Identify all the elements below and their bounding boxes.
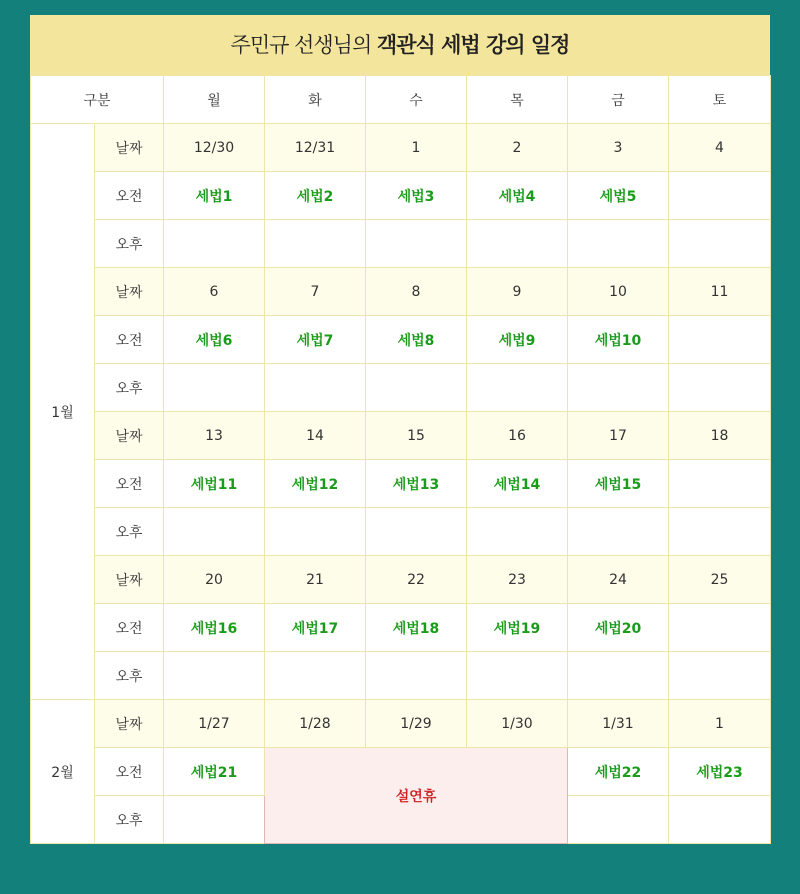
lecture-cell: 세법8 — [366, 316, 467, 364]
schedule-card — [30, 15, 770, 844]
date-cell: 1/27 — [164, 700, 265, 748]
lecture-cell — [669, 220, 771, 268]
date-cell: 25 — [669, 556, 771, 604]
row-label-pm: 오후 — [95, 796, 164, 844]
lecture-cell: 세법5 — [568, 172, 669, 220]
lecture-cell — [669, 460, 771, 508]
row-label-am: 오전 — [95, 604, 164, 652]
date-cell: 2 — [467, 124, 568, 172]
month-label: 1월 — [31, 124, 95, 700]
lecture-cell — [164, 796, 265, 844]
date-cell: 13 — [164, 412, 265, 460]
lecture-cell — [366, 220, 467, 268]
lecture-cell: 세법2 — [265, 172, 366, 220]
pm-row — [31, 364, 771, 412]
lecture-cell: 세법13 — [366, 460, 467, 508]
row-label-pm: 오후 — [95, 220, 164, 268]
date-cell: 18 — [669, 412, 771, 460]
lecture-cell: 세법23 — [669, 748, 771, 796]
date-row — [31, 124, 771, 172]
date-cell: 16 — [467, 412, 568, 460]
lecture-cell — [164, 652, 265, 700]
row-label-date: 날짜 — [95, 124, 164, 172]
header-row — [31, 76, 771, 124]
lecture-cell — [669, 364, 771, 412]
lecture-cell: 세법11 — [164, 460, 265, 508]
lecture-cell: 세법19 — [467, 604, 568, 652]
date-cell: 3 — [568, 124, 669, 172]
am-row — [31, 460, 771, 508]
date-row — [31, 700, 771, 748]
lecture-cell: 세법1 — [164, 172, 265, 220]
date-cell: 17 — [568, 412, 669, 460]
row-label-date: 날짜 — [95, 700, 164, 748]
lecture-cell — [366, 364, 467, 412]
pm-row — [31, 220, 771, 268]
row-label-date: 날짜 — [95, 268, 164, 316]
am-row — [31, 316, 771, 364]
row-label-am: 오전 — [95, 172, 164, 220]
day-header: 금 — [568, 76, 669, 124]
lecture-cell — [366, 508, 467, 556]
date-cell: 1 — [669, 700, 771, 748]
date-cell: 14 — [265, 412, 366, 460]
row-label-date: 날짜 — [95, 412, 164, 460]
date-cell: 1 — [366, 124, 467, 172]
date-row — [31, 556, 771, 604]
date-cell: 10 — [568, 268, 669, 316]
row-label-am: 오전 — [95, 748, 164, 796]
lecture-cell: 세법14 — [467, 460, 568, 508]
lecture-cell: 세법7 — [265, 316, 366, 364]
lecture-cell — [265, 508, 366, 556]
row-label-am: 오전 — [95, 460, 164, 508]
lecture-cell: 세법6 — [164, 316, 265, 364]
date-cell: 24 — [568, 556, 669, 604]
schedule-table — [30, 75, 771, 844]
date-cell: 1/30 — [467, 700, 568, 748]
pm-row — [31, 508, 771, 556]
lecture-cell — [467, 364, 568, 412]
lecture-cell — [669, 652, 771, 700]
pm-row — [31, 652, 771, 700]
date-cell: 6 — [164, 268, 265, 316]
lecture-cell — [568, 508, 669, 556]
lecture-cell: 세법12 — [265, 460, 366, 508]
lecture-cell — [265, 220, 366, 268]
am-row — [31, 172, 771, 220]
month-label: 2월 — [31, 700, 95, 844]
lecture-cell: 세법16 — [164, 604, 265, 652]
lecture-cell — [669, 172, 771, 220]
lecture-cell — [669, 508, 771, 556]
lecture-cell — [265, 364, 366, 412]
day-header: 화 — [265, 76, 366, 124]
lecture-cell: 세법20 — [568, 604, 669, 652]
lecture-cell: 세법21 — [164, 748, 265, 796]
row-label-pm: 오후 — [95, 364, 164, 412]
am-row — [31, 604, 771, 652]
lecture-cell — [467, 652, 568, 700]
lecture-cell — [265, 652, 366, 700]
date-cell: 12/31 — [265, 124, 366, 172]
lecture-cell — [568, 796, 669, 844]
date-cell: 11 — [669, 268, 771, 316]
date-row — [31, 268, 771, 316]
lecture-cell — [568, 652, 669, 700]
date-cell: 7 — [265, 268, 366, 316]
date-cell: 1/31 — [568, 700, 669, 748]
lecture-cell — [366, 652, 467, 700]
category-header: 구분 — [31, 76, 164, 124]
lecture-cell: 세법22 — [568, 748, 669, 796]
lecture-cell: 세법3 — [366, 172, 467, 220]
lecture-cell: 세법4 — [467, 172, 568, 220]
lecture-cell — [568, 220, 669, 268]
lecture-cell — [669, 604, 771, 652]
date-row — [31, 412, 771, 460]
title-bold: 객관식 세법 강의 일정 — [376, 33, 570, 57]
lecture-cell — [467, 220, 568, 268]
date-cell: 8 — [366, 268, 467, 316]
lecture-cell: 세법18 — [366, 604, 467, 652]
date-cell: 4 — [669, 124, 771, 172]
date-cell: 1/29 — [366, 700, 467, 748]
date-cell: 20 — [164, 556, 265, 604]
date-cell: 23 — [467, 556, 568, 604]
lecture-cell — [669, 316, 771, 364]
lecture-cell: 세법15 — [568, 460, 669, 508]
row-label-date: 날짜 — [95, 556, 164, 604]
date-cell: 21 — [265, 556, 366, 604]
holiday-cell: 설연휴 — [265, 748, 568, 844]
date-cell: 1/28 — [265, 700, 366, 748]
lecture-cell: 세법10 — [568, 316, 669, 364]
title-prefix: 주민규 선생님의 — [230, 33, 372, 57]
date-cell: 9 — [467, 268, 568, 316]
lecture-cell — [669, 796, 771, 844]
day-header: 수 — [366, 76, 467, 124]
date-cell: 15 — [366, 412, 467, 460]
lecture-cell — [164, 364, 265, 412]
day-header: 목 — [467, 76, 568, 124]
date-cell: 22 — [366, 556, 467, 604]
row-label-am: 오전 — [95, 316, 164, 364]
page-title — [30, 15, 770, 75]
day-header: 월 — [164, 76, 265, 124]
lecture-cell: 세법9 — [467, 316, 568, 364]
lecture-cell — [164, 220, 265, 268]
lecture-cell: 세법17 — [265, 604, 366, 652]
day-header: 토 — [669, 76, 771, 124]
row-label-pm: 오후 — [95, 652, 164, 700]
am-row — [31, 748, 771, 796]
lecture-cell — [164, 508, 265, 556]
date-cell: 12/30 — [164, 124, 265, 172]
lecture-cell — [467, 508, 568, 556]
lecture-cell — [568, 364, 669, 412]
row-label-pm: 오후 — [95, 508, 164, 556]
